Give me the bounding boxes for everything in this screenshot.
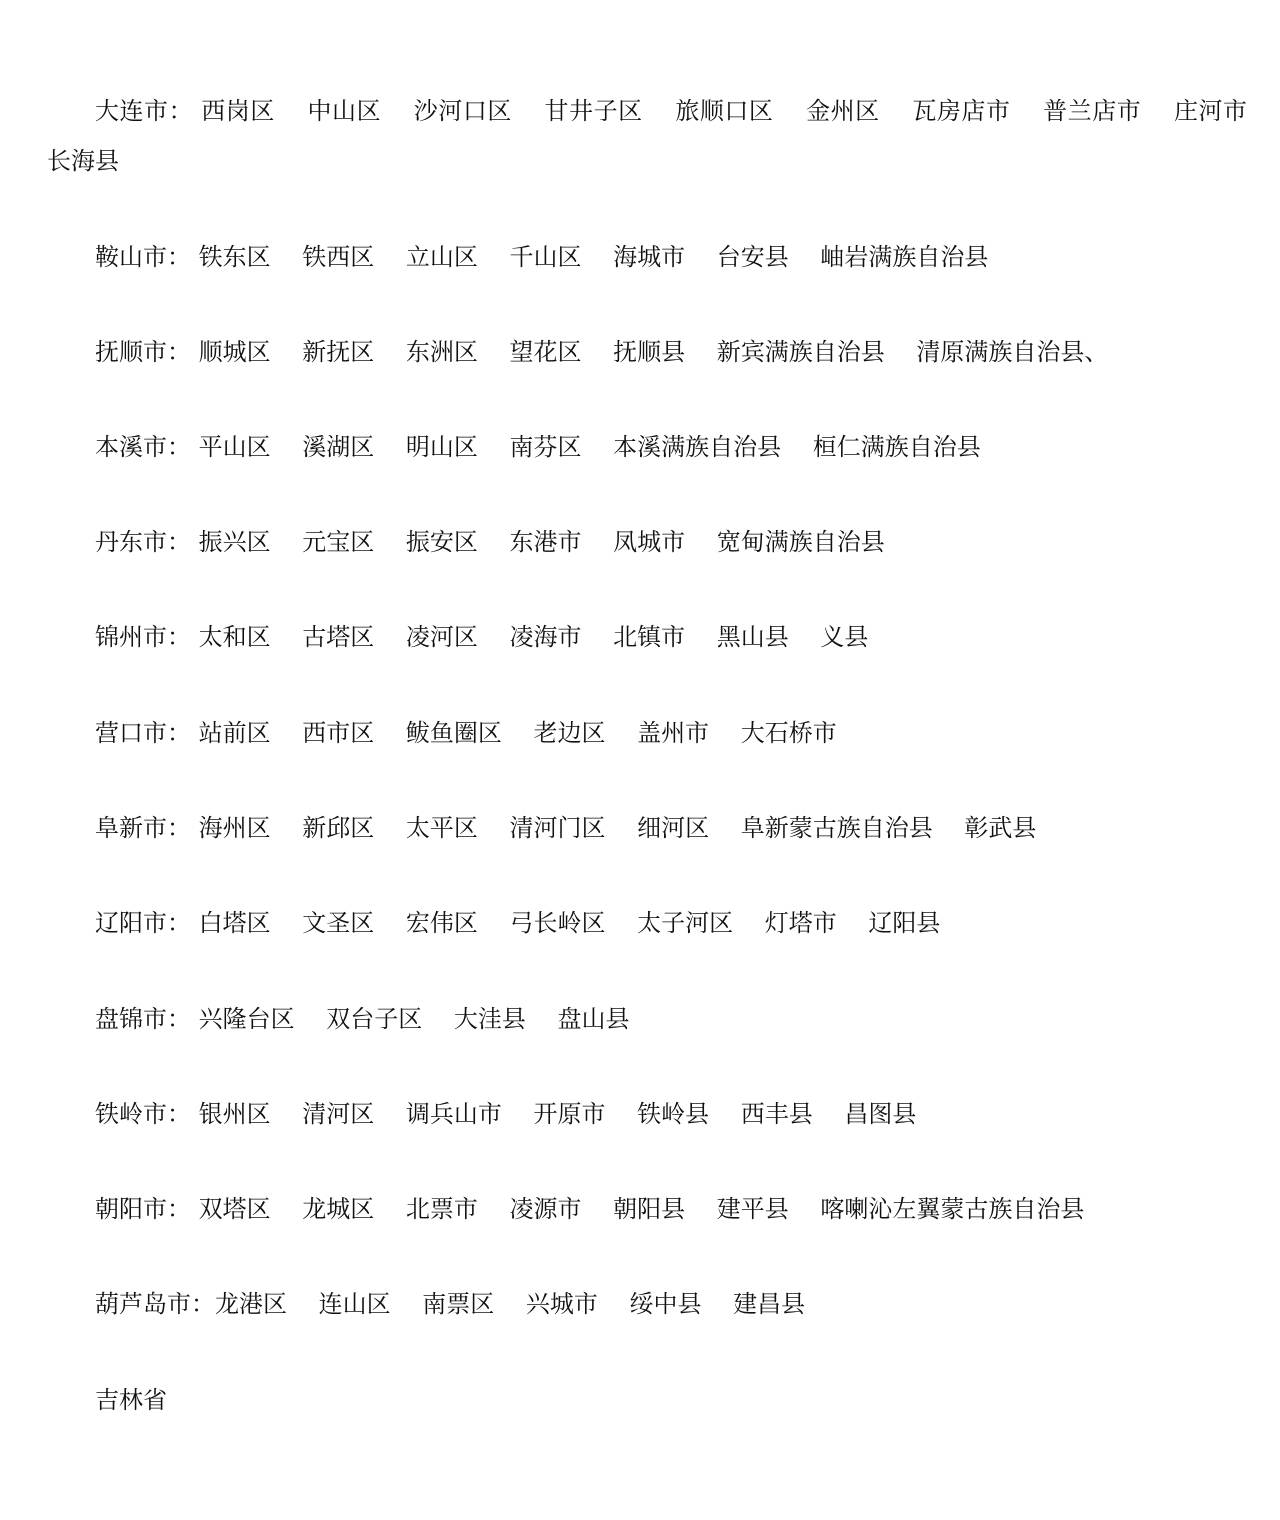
city-name: 阜新市：	[95, 814, 191, 842]
province-name: 吉林省	[95, 1386, 167, 1414]
city-name: 抚顺市：	[95, 338, 191, 366]
city-name: 丹东市：	[95, 528, 191, 556]
entry-chaoyang	[47, 1184, 1247, 1234]
entry-fuxin	[47, 803, 1247, 853]
city-name: 鞍山市：	[95, 243, 191, 271]
district-list: 白塔区 文圣区 宏伟区 弓长岭区 太子河区 灯塔市 辽阳县	[198, 909, 941, 937]
district-list: 银州区 清河区 调兵山市 开原市 铁岭县 西丰县 昌图县	[198, 1100, 917, 1128]
district-list: 海州区 新邱区 太平区 清河门区 细河区 阜新蒙古族自治县 彰武县	[198, 814, 1037, 842]
entry-liaoyang	[47, 898, 1247, 948]
city-name: 铁岭市：	[95, 1100, 191, 1128]
district-list: 兴隆台区 双台子区 大洼县 盘山县	[198, 1005, 630, 1033]
city-name: 锦州市：	[95, 623, 191, 651]
city-name: 辽阳市：	[95, 909, 191, 937]
district-list: 平山区 溪湖区 明山区 南芬区 本溪满族自治县 桓仁满族自治县	[198, 433, 981, 461]
city-name: 本溪市：	[95, 433, 191, 461]
city-name: 大连市：	[95, 97, 194, 125]
district-list: 双塔区 龙城区 北票市 凌源市 朝阳县 建平县 喀喇沁左翼蒙古族自治县	[198, 1195, 1085, 1223]
city-name: 葫芦岛市：	[95, 1290, 215, 1318]
entry-dandong	[47, 517, 1247, 567]
district-list: 太和区 古塔区 凌河区 凌海市 北镇市 黑山县 义县	[198, 623, 869, 651]
city-name: 营口市：	[95, 719, 191, 747]
entry-yingkou	[47, 708, 1247, 758]
entry-fushun	[47, 327, 1247, 377]
district-list: 龙港区 连山区 南票区 兴城市 绥中县 建昌县	[215, 1290, 806, 1318]
entry-huludao	[47, 1279, 1247, 1329]
entry-anshan	[47, 232, 1247, 282]
city-name: 朝阳市：	[95, 1195, 191, 1223]
entry-panjin	[47, 994, 1247, 1044]
entry-dalian	[47, 86, 1279, 186]
district-list: 西岗区 中山区 沙河口区 甘井子区 旅顺口区 金州区 瓦房店市 普兰店市 庄河市 长海县	[47, 97, 1279, 175]
district-list: 站前区 西市区 鲅鱼圈区 老边区 盖州市 大石桥市	[198, 719, 837, 747]
province-heading	[47, 1375, 1247, 1425]
district-list: 顺城区 新抚区 东洲区 望花区 抚顺县 新宾满族自治县 清原满族自治县、	[198, 338, 1109, 366]
city-name: 盘锦市：	[95, 1005, 191, 1033]
entry-tieling	[47, 1089, 1247, 1139]
entry-jinzhou	[47, 612, 1247, 662]
entry-benxi	[47, 422, 1247, 472]
district-list: 铁东区 铁西区 立山区 千山区 海城市 台安县 岫岩满族自治县	[198, 243, 989, 271]
district-list: 振兴区 元宝区 振安区 东港市 凤城市 宽甸满族自治县	[198, 528, 885, 556]
